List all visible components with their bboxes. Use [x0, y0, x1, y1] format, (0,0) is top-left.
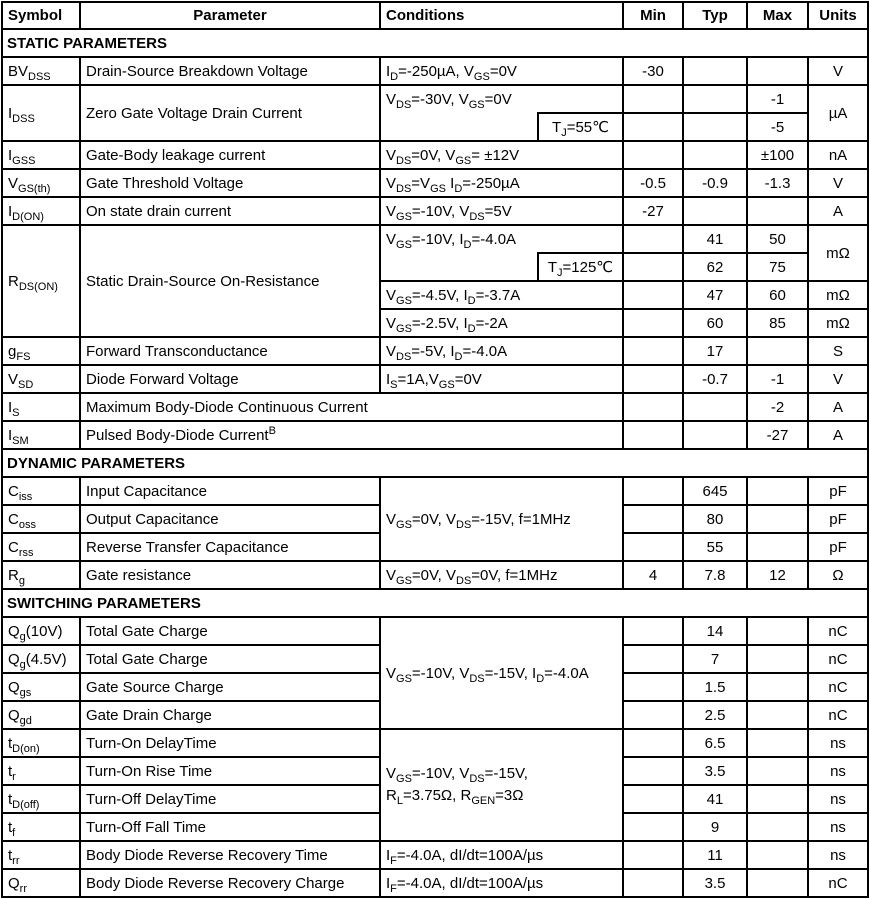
table-row-bvdss [2, 57, 868, 85]
conditions-subcell-tj: $T_J=125℃$ [538, 253, 623, 281]
max-cell [747, 197, 808, 225]
min-cell [623, 533, 683, 561]
symbol-cell: $t_r$ [2, 757, 80, 785]
units-cell: nC [808, 701, 868, 729]
electrical-characteristics-table [1, 1, 869, 898]
section-title-switching: SWITCHING PARAMETERS [2, 589, 868, 617]
parameter-cell: Static Drain-Source On-Resistance [80, 225, 380, 337]
min-cell [623, 141, 683, 169]
typ-cell [683, 393, 747, 421]
symbol-cell: $I_{DSS}$ [2, 85, 80, 141]
typ-cell: -0.9 [683, 169, 747, 197]
units-cell: A [808, 197, 868, 225]
parameter-cell: Pulsed Body-Diode Current$^B$ [80, 421, 623, 449]
symbol-cell: $t_{D(off)}$ [2, 785, 80, 813]
symbol-cell: $Q_g(10V)$ [2, 617, 80, 645]
table-row-qg10 [2, 617, 868, 645]
symbol-cell: $I_{GSS}$ [2, 141, 80, 169]
units-cell: ns [808, 785, 868, 813]
min-cell [623, 785, 683, 813]
table-row-rdson-1 [2, 225, 868, 253]
symbol-cell: $C_{iss}$ [2, 477, 80, 505]
symbol-cell: $BV_{DSS}$ [2, 57, 80, 85]
table-row-qrr [2, 869, 868, 897]
units-cell: V [808, 169, 868, 197]
symbol-cell: $Q_{rr}$ [2, 869, 80, 897]
units-cell: nC [808, 673, 868, 701]
units-cell: V [808, 57, 868, 85]
units-cell: mΩ [808, 309, 868, 337]
header-typ: Typ [683, 2, 747, 29]
min-cell: -0.5 [623, 169, 683, 197]
max-cell [747, 617, 808, 645]
max-cell [747, 729, 808, 757]
typ-cell: 645 [683, 477, 747, 505]
min-cell [623, 309, 683, 337]
conditions-cell: $V_{DS}=0V$, $V_{GS}= \pm 12V$ [380, 141, 623, 169]
max-cell [747, 869, 808, 897]
min-cell [623, 85, 683, 113]
typ-cell [683, 421, 747, 449]
conditions-cell: $V_{DS}=-30V$, $V_{GS}=0V$ [380, 85, 623, 113]
symbol-cell: $Q_g(4.5V)$ [2, 645, 80, 673]
typ-cell: 7 [683, 645, 747, 673]
parameter-cell: Diode Forward Voltage [80, 365, 380, 393]
typ-cell [683, 57, 747, 85]
typ-cell: 3.5 [683, 869, 747, 897]
units-cell: Ω [808, 561, 868, 589]
max-cell: 50 [747, 225, 808, 253]
min-cell [623, 253, 683, 281]
units-cell: ns [808, 841, 868, 869]
parameter-cell: On state drain current [80, 197, 380, 225]
symbol-cell: $I_S$ [2, 393, 80, 421]
min-cell [623, 225, 683, 253]
max-cell: -2 [747, 393, 808, 421]
typ-cell: 11 [683, 841, 747, 869]
parameter-cell: Reverse Transfer Capacitance [80, 533, 380, 561]
parameter-cell: Body Diode Reverse Recovery Charge [80, 869, 380, 897]
max-cell: 85 [747, 309, 808, 337]
table-row-trr [2, 841, 868, 869]
units-cell: nC [808, 645, 868, 673]
parameter-cell: Gate Threshold Voltage [80, 169, 380, 197]
header-conditions: Conditions [380, 2, 623, 29]
symbol-cell: $C_{oss}$ [2, 505, 80, 533]
typ-cell [683, 85, 747, 113]
units-cell: S [808, 337, 868, 365]
max-cell [747, 813, 808, 841]
units-cell: V [808, 365, 868, 393]
header-units: Units [808, 2, 868, 29]
symbol-cell: $V_{SD}$ [2, 365, 80, 393]
max-cell: -27 [747, 421, 808, 449]
table-row-idss-1 [2, 85, 868, 113]
typ-cell: 6.5 [683, 729, 747, 757]
conditions-cell: $V_{GS}=-4.5V$, $I_D=-3.7A$ [380, 281, 623, 309]
max-cell: 12 [747, 561, 808, 589]
min-cell [623, 729, 683, 757]
typ-cell: 41 [683, 225, 747, 253]
parameter-cell: Forward Transconductance [80, 337, 380, 365]
typ-cell: -0.7 [683, 365, 747, 393]
symbol-cell: $I_{D(ON)}$ [2, 197, 80, 225]
table-row-gfs [2, 337, 868, 365]
typ-cell: 3.5 [683, 757, 747, 785]
section-row-static [2, 29, 868, 57]
typ-cell: 14 [683, 617, 747, 645]
max-cell [747, 337, 808, 365]
parameter-cell: Gate-Body leakage current [80, 141, 380, 169]
symbol-cell: $R_{DS(ON)}$ [2, 225, 80, 337]
table-row-is [2, 393, 868, 421]
section-title-static: STATIC PARAMETERS [2, 29, 868, 57]
max-cell [747, 505, 808, 533]
symbol-cell: $t_f$ [2, 813, 80, 841]
parameter-cell: Total Gate Charge [80, 645, 380, 673]
units-cell: ns [808, 729, 868, 757]
typ-cell: 9 [683, 813, 747, 841]
conditions-cell: $V_{GS}=0V$, $V_{DS}=0V$, f=1MHz [380, 561, 623, 589]
min-cell [623, 869, 683, 897]
min-cell [623, 757, 683, 785]
min-cell [623, 477, 683, 505]
conditions-cell: $V_{DS}=V_{GS}$ $I_D=-250\mu A$ [380, 169, 623, 197]
min-cell [623, 393, 683, 421]
table-row-vgsth [2, 169, 868, 197]
section-title-dynamic: DYNAMIC PARAMETERS [2, 449, 868, 477]
header-max: Max [747, 2, 808, 29]
conditions-line-1: $V_{GS}=-10V$, $V_{DS}=-15V$, [386, 765, 528, 786]
max-cell: -1.3 [747, 169, 808, 197]
units-cell: nC [808, 617, 868, 645]
parameter-cell: Turn-On Rise Time [80, 757, 380, 785]
min-cell [623, 113, 683, 141]
typ-cell [683, 113, 747, 141]
symbol-cell: $g_{FS}$ [2, 337, 80, 365]
typ-cell: 1.5 [683, 673, 747, 701]
typ-cell: 55 [683, 533, 747, 561]
symbol-cell: $V_{GS(th)}$ [2, 169, 80, 197]
conditions-cell: $V_{GS}=-10V$, $I_D=-4.0A$ [380, 225, 623, 253]
max-cell [747, 57, 808, 85]
table-row-ciss [2, 477, 868, 505]
header-symbol: Symbol [2, 2, 80, 29]
symbol-cell: $C_{rss}$ [2, 533, 80, 561]
parameter-cell: Turn-Off DelayTime [80, 785, 380, 813]
min-cell [623, 813, 683, 841]
max-cell: -1 [747, 85, 808, 113]
table-row-vsd [2, 365, 868, 393]
min-cell: -27 [623, 197, 683, 225]
conditions-cell: $V_{GS}=-10V$, $V_{DS}=-15V$, $I_D=-4.0A$ [380, 617, 623, 729]
parameter-cell: Drain-Source Breakdown Voltage [80, 57, 380, 85]
parameter-cell: Turn-Off Fall Time [80, 813, 380, 841]
min-cell [623, 281, 683, 309]
conditions-cell: $V_{GS}=-2.5V$, $I_D=-2A$ [380, 309, 623, 337]
conditions-cell: $V_{DS}=-5V$, $I_D=-4.0A$ [380, 337, 623, 365]
typ-cell: 80 [683, 505, 747, 533]
units-cell: A [808, 393, 868, 421]
conditions-line-2: $R_L=3.75\Omega$, $R_{GEN}=3\Omega$ [386, 787, 524, 807]
typ-cell: 47 [683, 281, 747, 309]
symbol-cell: $t_{D(on)}$ [2, 729, 80, 757]
conditions-cell: $I_S=1A,V_{GS}=0V$ [380, 365, 623, 393]
max-cell: -5 [747, 113, 808, 141]
max-cell: ±100 [747, 141, 808, 169]
parameter-cell: Maximum Body-Diode Continuous Current [80, 393, 623, 421]
conditions-cell: $V_{GS}=0V$, $V_{DS}=-15V$, f=1MHz [380, 477, 623, 561]
min-cell: -30 [623, 57, 683, 85]
max-cell [747, 841, 808, 869]
section-row-switching [2, 589, 868, 617]
units-cell: nA [808, 141, 868, 169]
units-cell: nC [808, 869, 868, 897]
symbol-cell: $Q_{gs}$ [2, 673, 80, 701]
conditions-cell: $I_D=-250\mu A$, $V_{GS}=0V$ [380, 57, 623, 85]
parameter-cell: Input Capacitance [80, 477, 380, 505]
min-cell [623, 841, 683, 869]
min-cell [623, 701, 683, 729]
typ-cell: 7.8 [683, 561, 747, 589]
typ-cell: 17 [683, 337, 747, 365]
conditions-cell: $V_{GS}=-10V$, $V_{DS}=5V$ [380, 197, 623, 225]
conditions-subcell-tj: $T_J=55℃$ [538, 113, 623, 141]
table-header-row [2, 2, 868, 29]
table-row-ism [2, 421, 868, 449]
parameter-cell: Total Gate Charge [80, 617, 380, 645]
units-cell: ns [808, 813, 868, 841]
min-cell [623, 645, 683, 673]
symbol-cell: $Q_{gd}$ [2, 701, 80, 729]
min-cell: 4 [623, 561, 683, 589]
max-cell [747, 645, 808, 673]
max-cell [747, 673, 808, 701]
typ-cell [683, 141, 747, 169]
typ-cell [683, 197, 747, 225]
header-parameter: Parameter [80, 2, 380, 29]
table-row-idon [2, 197, 868, 225]
symbol-cell: $R_g$ [2, 561, 80, 589]
min-cell [623, 337, 683, 365]
max-cell [747, 477, 808, 505]
conditions-cell [380, 729, 623, 841]
header-min: Min [623, 2, 683, 29]
typ-cell: 2.5 [683, 701, 747, 729]
max-cell [747, 785, 808, 813]
table-row-igss [2, 141, 868, 169]
symbol-cell: $I_{SM}$ [2, 421, 80, 449]
units-cell: mΩ [808, 225, 868, 281]
max-cell: -1 [747, 365, 808, 393]
typ-cell: 62 [683, 253, 747, 281]
units-cell: A [808, 421, 868, 449]
conditions-cell: $I_F=-4.0A$, dI/dt=100A/µs [380, 869, 623, 897]
parameter-cell: Gate resistance [80, 561, 380, 589]
units-cell: pF [808, 477, 868, 505]
conditions-cell: $I_F=-4.0A$, dI/dt=100A/µs [380, 841, 623, 869]
max-cell [747, 701, 808, 729]
symbol-cell: $t_{rr}$ [2, 841, 80, 869]
parameter-cell: Body Diode Reverse Recovery Time [80, 841, 380, 869]
max-cell: 60 [747, 281, 808, 309]
min-cell [623, 365, 683, 393]
parameter-cell: Output Capacitance [80, 505, 380, 533]
conditions-spacer-cell [380, 113, 538, 141]
max-cell [747, 533, 808, 561]
section-row-dynamic [2, 449, 868, 477]
parameter-cell: Turn-On DelayTime [80, 729, 380, 757]
typ-cell: 41 [683, 785, 747, 813]
units-cell: pF [808, 533, 868, 561]
max-cell [747, 757, 808, 785]
units-cell: mΩ [808, 281, 868, 309]
table-row-tdon [2, 729, 868, 757]
units-cell: µA [808, 85, 868, 141]
min-cell [623, 505, 683, 533]
conditions-spacer-cell [380, 253, 538, 281]
min-cell [623, 421, 683, 449]
units-cell: pF [808, 505, 868, 533]
table-row-rg [2, 561, 868, 589]
typ-cell: 60 [683, 309, 747, 337]
max-cell: 75 [747, 253, 808, 281]
min-cell [623, 673, 683, 701]
parameter-cell: Zero Gate Voltage Drain Current [80, 85, 380, 141]
units-cell: ns [808, 757, 868, 785]
parameter-cell: Gate Drain Charge [80, 701, 380, 729]
parameter-cell: Gate Source Charge [80, 673, 380, 701]
min-cell [623, 617, 683, 645]
